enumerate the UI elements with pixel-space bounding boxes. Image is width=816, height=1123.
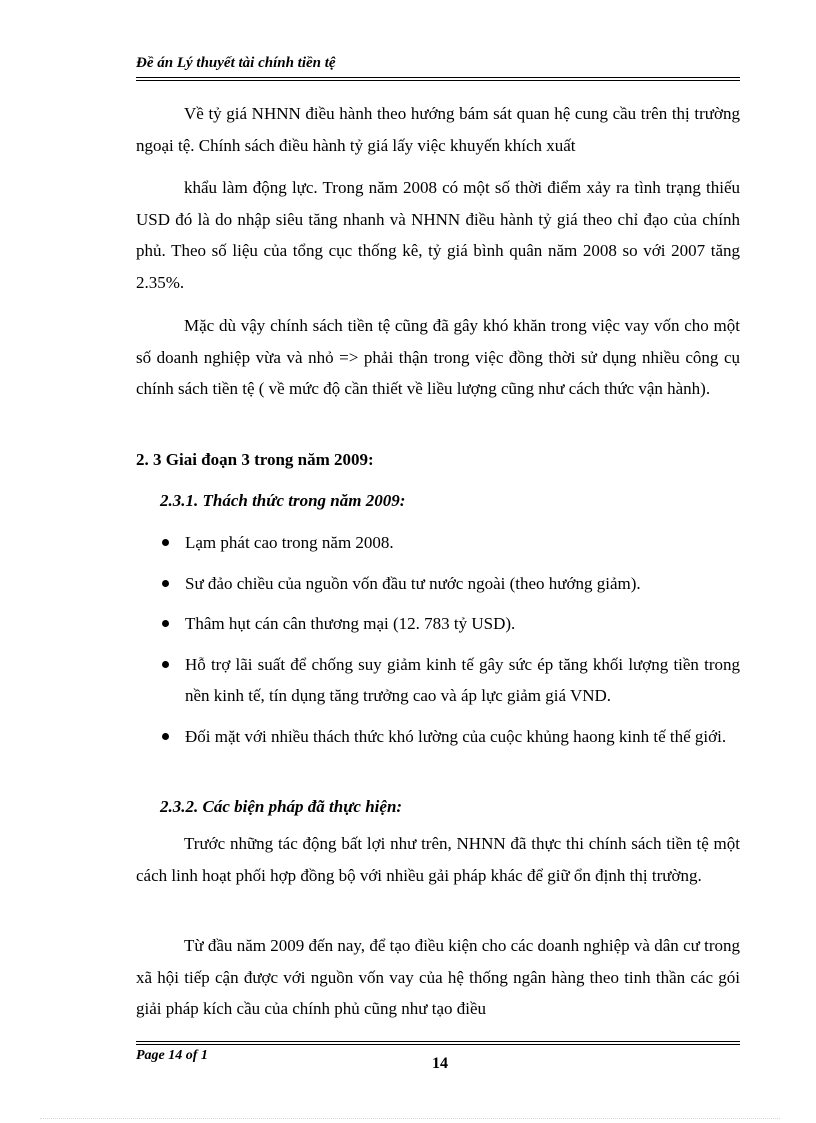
header-rule-top	[136, 77, 740, 78]
list-item: Lạm phát cao trong năm 2008.	[160, 527, 740, 559]
bullet-icon	[162, 733, 169, 740]
header-rule-bottom	[136, 80, 740, 81]
bullet-icon	[162, 580, 169, 587]
list-item: Sư đảo chiều của nguồn vốn đầu tư nước ngoài (theo hướng giảm).	[160, 568, 740, 600]
paragraph-policy-difficulty: Mặc dù vậy chính sách tiền tệ cũng đã gây khó khăn trong việc vay vốn cho một số doanh nghiệp vừa và nhỏ => phải thận trong việc đồng thời sử dụng nhiều công cụ chính sách tiền tệ ( về mức độ cần thiết về liều lượng cũng như cách thức vận hành).	[136, 316, 740, 398]
paragraph-nhnn-response: Trước những tác động bất lợi như trên, NHNN đã thực thi chính sách tiền tệ một cách linh hoạt phối hợp đồng bộ với nhiều gải pháp khác để giữ ổn định thị trường.	[136, 834, 740, 885]
page-bottom-dotted-line	[40, 1118, 780, 1119]
footer-page-label: Page 14 of 1	[136, 1048, 208, 1063]
document-header-title: Đề án Lý thuyết tài chính tiền tệ	[136, 55, 336, 71]
list-item: Hỗ trợ lãi suất để chống suy giảm kinh tế gây sức ép tăng khối lượng tiền trong nền kinh tế, tín dụng tăng trưởng cao và áp lực giảm giá VND.	[160, 649, 740, 712]
bullet-icon	[162, 539, 169, 546]
paragraph-2009-measures: Từ đầu năm 2009 đến nay, để tạo điều kiện cho các doanh nghiệp và dân cư trong xã hội tiếp cận được với nguồn vốn vay của hệ thống ngân hàng theo tinh thần các gói giải pháp kích cầu của chính phủ cũng như tạo điều	[136, 936, 740, 1018]
list-item: Thâm hụt cán cân thương mại (12. 783 tỷ USD).	[160, 608, 740, 640]
paragraph-exchange-rate: Về tỷ giá NHNN điều hành theo hướng bám sát quan hệ cung cầu trên thị trường ngoại tệ. Chính sách điều hành tỷ giá lấy việc khuyến khích xuất	[136, 104, 740, 155]
subsection-measures: 2.3.2. Các biện pháp đã thực hiện:	[160, 797, 403, 816]
subsection-challenges: 2.3.1. Thách thức trong năm 2009:	[160, 491, 406, 510]
challenges-list	[160, 527, 740, 752]
footer-rule-bottom	[136, 1044, 740, 1045]
bullet-icon	[162, 620, 169, 627]
section-heading: 2. 3 Giai đoạn 3 trong năm 2009:	[136, 450, 374, 469]
footer-page-number: 14	[432, 1055, 448, 1072]
paragraph-usd-shortage: khẩu làm động lực. Trong năm 2008 có một số thời điểm xảy ra tình trạng thiếu USD đó là do nhập siêu tăng nhanh và NHNN điều hành tỷ giá theo chỉ đạo của chính phủ. Theo số liệu của tổng cục thống kê, tỷ giá bình quân năm 2008 so với 2007 tăng 2.35%.	[136, 178, 740, 292]
footer-rule-top	[136, 1041, 740, 1042]
bullet-icon	[162, 661, 169, 668]
list-item: Đối mặt với nhiều thách thức khó lường của cuộc khủng haong kinh tế thế giới.	[160, 721, 740, 753]
